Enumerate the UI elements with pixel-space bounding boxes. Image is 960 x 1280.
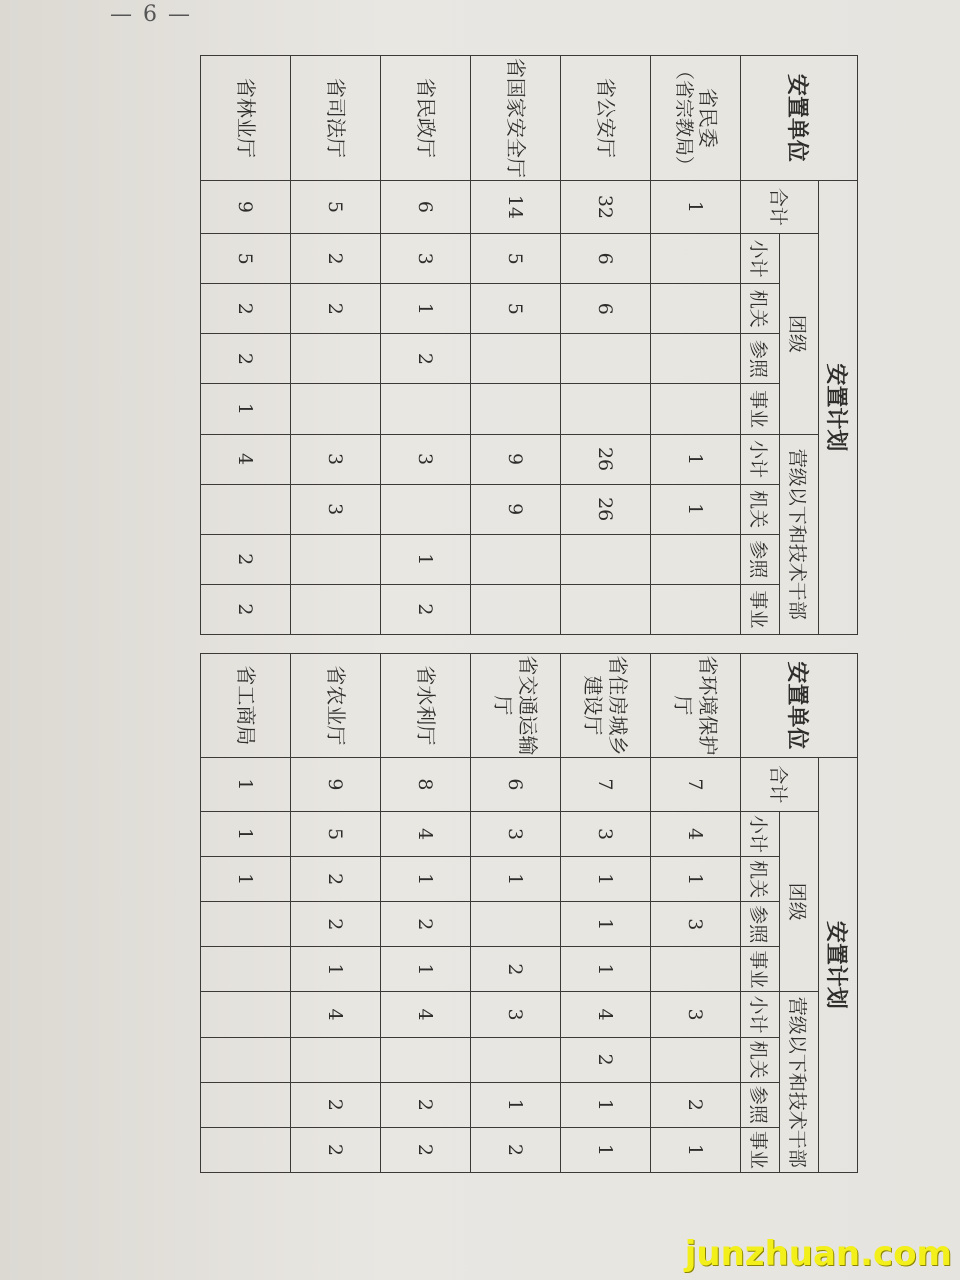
unit-name-text: 省司法厅	[324, 77, 348, 158]
unit-name-text: 省水利厅	[414, 665, 438, 746]
cell-t-cz: 2	[381, 902, 471, 947]
header-shiye: 事业	[741, 384, 780, 434]
cell-y-sy: 2	[201, 584, 291, 634]
header-subtotal: 小计	[741, 434, 780, 484]
header-jiguan: 机关	[741, 1037, 780, 1082]
cell-t-sy: 1	[201, 384, 291, 434]
cell-t-sy	[291, 384, 381, 434]
cell-y-sub: 3	[471, 992, 561, 1037]
page-number: — 6 —	[110, 2, 192, 27]
cell-y-sub: 4	[561, 992, 651, 1037]
header-jiguan: 机关	[741, 284, 780, 334]
header-jiguan: 机关	[741, 484, 780, 534]
table-row	[201, 654, 291, 1173]
cell-t-cz: 2	[291, 902, 381, 947]
table-body	[201, 654, 741, 1173]
cell-t-sub: 4	[381, 811, 471, 856]
cell-t-sy	[201, 947, 291, 992]
cell-t-sub: 5	[201, 234, 291, 284]
cell-y-sy	[291, 584, 381, 634]
cell-y-sy	[561, 584, 651, 634]
unit-name-text: 省住房城乡建设厅	[581, 655, 631, 756]
header-shiye: 事业	[741, 947, 780, 992]
unit-name	[651, 654, 741, 758]
unit-name	[471, 56, 561, 181]
cell-y-jg: 9	[471, 484, 561, 534]
cell-t-jg: 1	[201, 857, 291, 902]
cell-t-jg: 2	[201, 284, 291, 334]
unit-name	[381, 56, 471, 181]
cell-y-jg	[381, 484, 471, 534]
site-watermark: junzhuan.com	[684, 1234, 952, 1274]
cell-t-jg: 6	[561, 284, 651, 334]
cell-y-cz	[471, 534, 561, 584]
header-shiye: 事业	[741, 1127, 780, 1172]
cell-t-sy: 1	[381, 947, 471, 992]
cell-y-cz: 2	[291, 1082, 381, 1127]
cell-total: 14	[471, 180, 561, 233]
cell-y-sy: 2	[381, 1127, 471, 1172]
cell-y-jg: 2	[561, 1037, 651, 1082]
unit-name	[291, 56, 381, 181]
cell-total: 9	[201, 180, 291, 233]
cell-t-jg	[651, 284, 741, 334]
table-row	[201, 56, 291, 635]
unit-subname-text: （省宗教局）	[672, 60, 695, 175]
cell-t-sub: 1	[201, 811, 291, 856]
header-subtotal: 小计	[741, 234, 780, 284]
header-canzhao: 参照	[741, 902, 780, 947]
cell-y-sy: 1	[651, 1127, 741, 1172]
table-body	[201, 56, 741, 635]
cell-t-jg: 1	[561, 857, 651, 902]
cell-y-sub: 3	[291, 434, 381, 484]
table-row	[291, 654, 381, 1173]
header-canzhao: 参照	[741, 534, 780, 584]
unit-name	[651, 56, 741, 181]
unit-name-text: 省工商局	[234, 665, 258, 746]
header-total: 合计	[741, 757, 819, 811]
cell-y-sub: 9	[471, 434, 561, 484]
cell-y-jg: 26	[561, 484, 651, 534]
cell-y-sub: 4	[201, 434, 291, 484]
table-row	[561, 654, 651, 1173]
header-canzhao: 参照	[741, 1082, 780, 1127]
cell-total: 32	[561, 180, 651, 233]
cell-t-jg: 1	[651, 857, 741, 902]
unit-name	[561, 654, 651, 758]
header-yingji: 营级以下和技术干部	[780, 434, 819, 634]
cell-y-cz: 2	[201, 534, 291, 584]
table-row	[561, 56, 651, 635]
cell-y-jg	[381, 1037, 471, 1082]
cell-t-cz	[471, 334, 561, 384]
cell-total: 6	[381, 180, 471, 233]
table-row	[651, 654, 741, 1173]
cell-t-cz	[471, 902, 561, 947]
cell-t-jg: 2	[291, 284, 381, 334]
cell-t-jg: 5	[471, 284, 561, 334]
table-row	[291, 56, 381, 635]
cell-y-sy	[651, 584, 741, 634]
cell-total: 9	[291, 757, 381, 811]
header-jiguan: 机关	[741, 857, 780, 902]
cell-t-cz	[561, 334, 651, 384]
cell-y-cz	[651, 534, 741, 584]
cell-y-sub: 3	[381, 434, 471, 484]
cell-t-cz: 3	[651, 902, 741, 947]
cell-total: 7	[561, 757, 651, 811]
header-shiye: 事业	[741, 584, 780, 634]
cell-t-cz: 2	[201, 334, 291, 384]
cell-total: 1	[201, 757, 291, 811]
cell-t-sub: 3	[561, 811, 651, 856]
unit-name	[471, 654, 561, 758]
unit-name-text: 省民委	[695, 87, 720, 148]
unit-name-text: 省林业厅	[234, 77, 258, 158]
cell-t-sub: 3	[471, 811, 561, 856]
cell-y-sub: 4	[381, 992, 471, 1037]
unit-name-text: 省农业厅	[324, 665, 348, 746]
cell-t-sy	[651, 384, 741, 434]
cell-t-sub: 2	[291, 234, 381, 284]
cell-t-sy: 2	[471, 947, 561, 992]
unit-name	[381, 654, 471, 758]
cell-y-jg	[201, 1037, 291, 1082]
cell-y-jg: 1	[651, 484, 741, 534]
header-tuanji: 团级	[780, 811, 819, 992]
cell-y-sy: 2	[471, 1127, 561, 1172]
cell-t-sy: 1	[291, 947, 381, 992]
cell-total: 6	[471, 757, 561, 811]
cell-t-sy: 1	[561, 947, 651, 992]
cell-t-jg: 1	[471, 857, 561, 902]
cell-t-jg: 1	[381, 284, 471, 334]
unit-name	[561, 56, 651, 181]
header-plan: 安置计划	[819, 180, 858, 634]
cell-t-cz	[651, 334, 741, 384]
cell-t-sub: 3	[381, 234, 471, 284]
placement-table-left	[200, 55, 858, 635]
unit-name	[201, 56, 291, 181]
table-row	[651, 56, 741, 635]
cell-y-cz: 2	[381, 1082, 471, 1127]
header-canzhao: 参照	[741, 334, 780, 384]
cell-t-sub	[651, 234, 741, 284]
cell-y-sub: 1	[651, 434, 741, 484]
cell-t-cz	[201, 902, 291, 947]
cell-t-cz: 2	[381, 334, 471, 384]
table-row	[381, 56, 471, 635]
cell-y-jg	[291, 1037, 381, 1082]
header-unit: 安置单位	[741, 654, 858, 758]
cell-y-cz	[561, 534, 651, 584]
cell-y-sy: 1	[561, 1127, 651, 1172]
cell-t-jg: 1	[381, 857, 471, 902]
cell-y-sub: 4	[291, 992, 381, 1037]
cell-t-sy	[381, 384, 471, 434]
unit-name-text: 省民政厅	[414, 77, 438, 158]
cell-t-sub: 5	[471, 234, 561, 284]
cell-t-sub: 5	[291, 811, 381, 856]
header-subtotal: 小计	[741, 992, 780, 1037]
unit-name	[291, 654, 381, 758]
rotated-document	[98, 55, 858, 1255]
header-tuanji: 团级	[780, 234, 819, 434]
header-plan: 安置计划	[819, 757, 858, 1172]
cell-y-jg	[651, 1037, 741, 1082]
cell-y-sy: 2	[291, 1127, 381, 1172]
cell-y-cz	[291, 534, 381, 584]
cell-t-cz	[291, 334, 381, 384]
cell-y-cz	[201, 1082, 291, 1127]
cell-t-sy	[471, 384, 561, 434]
cell-y-cz: 1	[381, 534, 471, 584]
cell-y-jg	[201, 484, 291, 534]
cell-y-cz: 1	[471, 1082, 561, 1127]
cell-y-jg: 3	[291, 484, 381, 534]
unit-name	[201, 654, 291, 758]
cell-y-sub	[201, 992, 291, 1037]
cell-y-cz: 1	[561, 1082, 651, 1127]
cell-y-sy	[201, 1127, 291, 1172]
cell-y-sub: 26	[561, 434, 651, 484]
cell-total: 5	[291, 180, 381, 233]
cell-t-sub: 6	[561, 234, 651, 284]
header-unit: 安置单位	[741, 56, 858, 181]
cell-total: 1	[651, 180, 741, 233]
cell-y-sy	[471, 584, 561, 634]
unit-name-text: 省交通运输厅	[491, 655, 541, 756]
cell-y-jg	[471, 1037, 561, 1082]
cell-y-cz: 2	[651, 1082, 741, 1127]
cell-t-jg: 2	[291, 857, 381, 902]
table-row	[471, 654, 561, 1173]
table-row	[471, 56, 561, 635]
unit-name-text: 省公安厅	[594, 77, 618, 158]
cell-t-cz: 1	[561, 902, 651, 947]
unit-name-text: 省国家安全厅	[504, 57, 528, 178]
cell-t-sy	[651, 947, 741, 992]
cell-total: 8	[381, 757, 471, 811]
unit-name-text: 省环境保护厅	[671, 655, 721, 756]
table-row	[381, 654, 471, 1173]
cell-y-sub: 3	[651, 992, 741, 1037]
cell-y-sy: 2	[381, 584, 471, 634]
cell-total: 7	[651, 757, 741, 811]
header-subtotal: 小计	[741, 811, 780, 856]
cell-t-sy	[561, 384, 651, 434]
cell-t-sub: 4	[651, 811, 741, 856]
header-yingji: 营级以下和技术干部	[780, 992, 819, 1173]
placement-table-right	[200, 653, 858, 1173]
header-total: 合计	[741, 180, 819, 233]
